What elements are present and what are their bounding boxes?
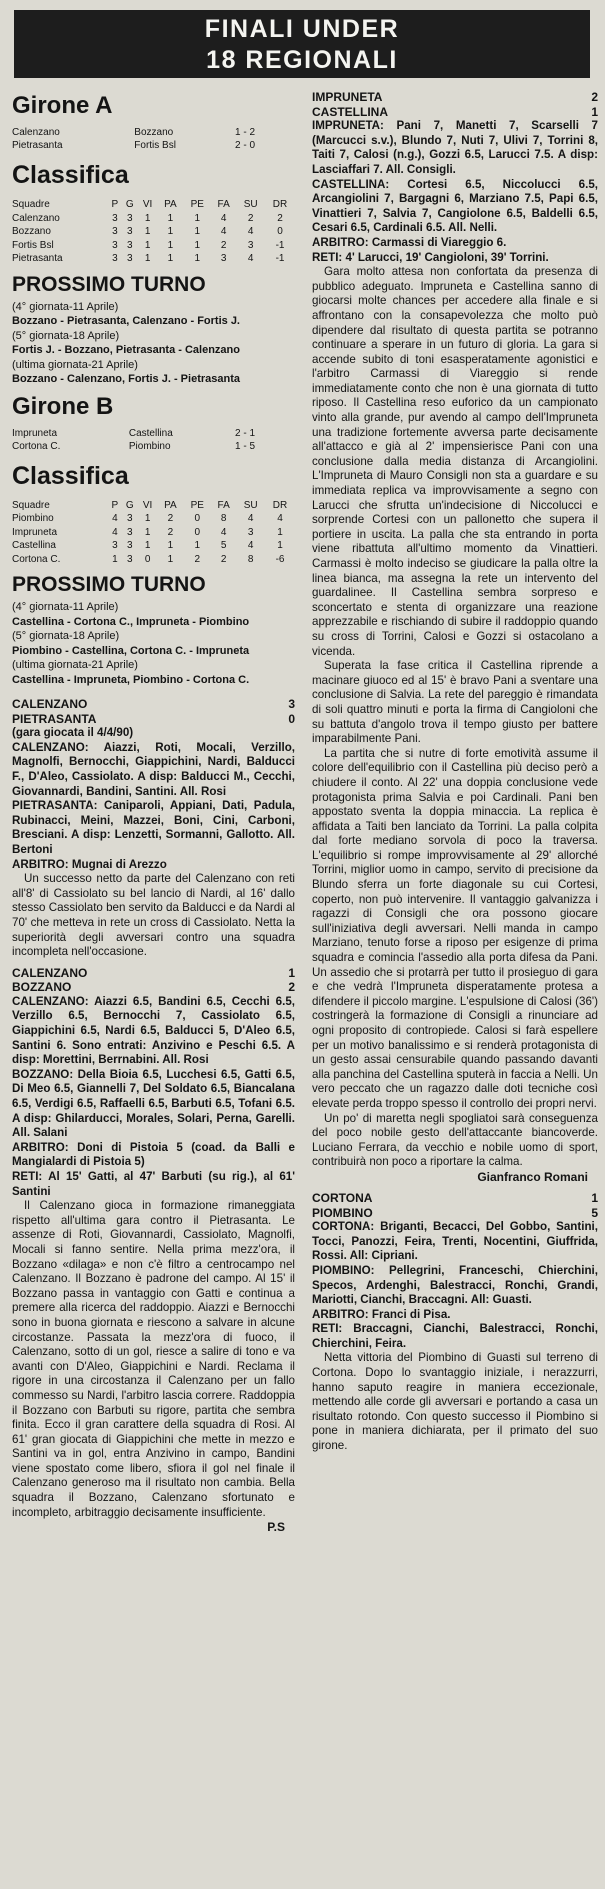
headline-line-2: 18 REGIONALI (206, 46, 398, 74)
cell: -1 (275, 239, 285, 251)
col-header: SU (243, 499, 258, 511)
cell: 1 (277, 526, 283, 538)
cell: 4 (112, 513, 118, 524)
lineup-away: PIOMBINO: Pellegrini, Franceschi, Chierchini, Specos, Ardenghi, Balestracci, Ronchi, Grandi, Mariotti, Cianchi, Braccagni. All: Guasti. (312, 1263, 598, 1307)
match-report-impruneta-castellina (312, 90, 598, 1185)
away-team: BOZZANO (12, 980, 72, 995)
cell: 1 (112, 553, 118, 565)
report-paragraph: Un po' di maretta negli spogliatoi sarà conseguenza del poco nobile gesto dell'attaccante biancoverde. Luciano Ferrara, da vecchio e nobile uomo di sport, contribuirà non poco a riportare la calma. (312, 1111, 598, 1169)
cell: 2 (220, 553, 227, 565)
cell: 2 (167, 526, 174, 538)
lineup-home: CALENZANO: Aiazzi, Roti, Mocali, Verzillo, Magnolfi, Bernocchi, Giappichini, Nardi, Balducci F., D'Aleo, Cassiolato. A disp: Balducci M., Cecchi, Giovannardi, Bandini, Santini. All. Rosi (12, 740, 295, 798)
home-team: CALENZANO (12, 965, 88, 980)
col-header: P (111, 499, 119, 511)
goals: RETI: 4' Larucci, 19' Cangioloni, 39' Torrini. (312, 250, 549, 264)
signature: P.S (267, 1520, 285, 1535)
result-row (12, 427, 295, 440)
report-text: Un successo netto da parte del Calenzano con reti all'8' di Cassiolato su bel lancio di Nardi, al 16' dallo stesso Cassiolato ben servito da Balducci e da Nardi al 70' che metteva in rete un cross di Cassiolato. Netta la superiorità degli avversari contro una squadra incompleta nell'occasione. (12, 872, 295, 959)
fixture-note: (ultima giornata-21 Aprile) (12, 358, 138, 371)
cell: 4 (220, 526, 227, 538)
headline-banner (14, 10, 590, 78)
cell: 4 (247, 226, 254, 237)
referee: ARBITRO: Mugnai di Arezzo (12, 857, 167, 871)
girone-b-standings-title: Classifica (12, 461, 129, 490)
cell: 4 (247, 253, 254, 264)
cell: 3 (127, 526, 133, 538)
cell: 3 (127, 212, 133, 224)
cell: 0 (144, 553, 151, 565)
cell: 1 (194, 540, 201, 551)
cell: 1 (194, 253, 201, 264)
col-header: DR (272, 199, 288, 210)
headline-line-1: FINALI UNDER (204, 15, 400, 43)
fixture-note: (4° giornata-11 Aprile) (12, 300, 119, 313)
fixture-note: (ultima giornata-21 Aprile) (12, 659, 138, 671)
cell: 3 (247, 239, 254, 251)
goals: RETI: Al 15' Gatti, al 47' Barbuti (su rig.), al 61' Santini (12, 1170, 295, 1198)
col-header: PA (164, 499, 177, 511)
cell: 3 (112, 540, 118, 551)
col-header: VI (142, 499, 153, 511)
cell: 1 (167, 212, 174, 224)
cell: 1 (194, 226, 201, 237)
cell: 3 (112, 212, 118, 224)
report-paragraph: La partita che si nutre di forte emotività assume il colore dell'equilibrio con il Castellina più deciso però a chiudere il conto. Al 22' una doppia conclusione vede protagonista prima Salvia e poi Cardinali. Pani ben appostato sventa la doppia minaccia. La replica è affidata a Taiti ben lanciato da Torrini. La palla colpita dal forte mediano sorvola di poco la traversa. L'equilibrio si rompe improvvisamente al 29' allorché Torrini, miglior uomo in campo, servito di precisione da Blundo sferra un forte diagonale su cui Cortesi, coperto, non può intervenire. Il vantaggio galvanizza i ragazzi di Consigli che ora possono giocare sull'iniziativa degli avversari. Nelli manda in campo Marziano, tenuto forse a riposo per esigenze di prima squadra e comincia l'assedio alla porta difesa da Pani. Un assedio che si protarrà per tutto il prosieguo di gara e che vedrà l'Impruneta disperatamente protesa a difendere il piccolo margine. L'espulsione di Calosi (36') costringerà la formazione di Consigli a rinunciare ad ogni proposito di contropiede. Calosi si farà espellere per un motivo banalissimo e si renderà protagonista di un gesto assai censurabile quando passando davanti alla panchina del Castellina sputerà in faccia a Nelli. Un vero peccato che un ragazzo dalle doti tecniche così elevate perda troppo spesso il controllo dei propri nervi. (312, 746, 598, 1110)
col-header: Squadre (12, 199, 50, 210)
cell: 1 (167, 226, 174, 237)
cell: -1 (275, 253, 285, 264)
cell: 4 (220, 226, 227, 237)
cell: 3 (112, 253, 118, 264)
home-score: 1 (288, 965, 295, 980)
col-header: SU (243, 199, 258, 210)
cell: 3 (247, 526, 254, 538)
girone-a-results (12, 126, 295, 152)
match-note: (gara giocata il 4/4/90) (12, 726, 134, 740)
col-header: Squadre (12, 499, 50, 511)
match-home-line (312, 90, 598, 105)
cell: 2 (247, 212, 254, 224)
result-home: Impruneta (12, 427, 58, 439)
table-row (12, 225, 295, 239)
girone-b-fixtures (12, 600, 295, 687)
team-name: Bozzano (12, 226, 51, 237)
col-header: DR (272, 499, 288, 511)
result-score: 2 - 1 (235, 427, 256, 439)
cell: 3 (127, 253, 133, 264)
cell: 1 (167, 253, 174, 264)
girone-b-standings (12, 499, 295, 567)
match-away-line (12, 980, 295, 995)
col-header: VI (142, 199, 153, 210)
cell: 4 (112, 526, 118, 538)
report-paragraph: Superata la fase critica il Castellina riprende a macinare giuoco ed al 15' è bravo Pani a sventare una conclusione di Salvia. La rete del pareggio è rimandata di soli quattro minuti e porta la firma di Cangioloni che su battuta d'angolo trova il tempo giusto per battere imparabilmente Pani. (312, 659, 598, 746)
result-home: Pietrasanta (12, 140, 63, 151)
home-team: CORTONA (312, 1190, 373, 1205)
lineup-away: PIETRASANTA: Caniparoli, Appiani, Dati, Padula, Rubinacci, Meini, Mazzei, Boni, Cini, Carboni, Bresciani. A disp: Lenzetti, Sormanni, Gallotto. All. Bertoni (12, 799, 295, 856)
girone-b-results (12, 427, 295, 453)
cell: 1 (144, 526, 151, 538)
col-header: FA (217, 199, 230, 210)
right-column (312, 90, 598, 1885)
cell: 8 (220, 513, 227, 524)
cell: 3 (127, 553, 133, 565)
girone-a-next-title: PROSSIMO TURNO (12, 272, 206, 296)
result-away: Fortis Bsl (134, 140, 176, 151)
cell: 4 (220, 212, 227, 224)
fixture-note: (5° giornata-18 Aprile) (12, 329, 120, 342)
match-home-line (312, 1191, 598, 1206)
cell: 4 (247, 513, 254, 524)
fixture-line: Bozzano - Calenzano, Fortis J. - Pietrasanta (12, 373, 240, 385)
left-column (12, 90, 295, 1885)
goals: RETI: Braccagni, Cianchi, Balestracci, Ronchi, Chierchini, Feira. (312, 1322, 598, 1350)
lineup-home: CORTONA: Briganti, Becacci, Del Gobbo, Santini, Tocci, Panozzi, Feira, Trenti, Nocentini, Giuffrida, Rossi. All: Cipriani. (312, 1220, 598, 1263)
cell: 1 (144, 212, 151, 224)
standings-header (12, 198, 295, 212)
cell: 2 (194, 553, 201, 565)
col-header: PE (190, 499, 204, 511)
cell: 1 (167, 239, 174, 251)
author-signature: Gianfranco Romani (477, 1169, 588, 1184)
team-name: Pietrasanta (12, 253, 63, 264)
result-score: 1 - 2 (235, 127, 256, 138)
girone-a-fixtures (12, 300, 295, 387)
col-header: PA (164, 199, 177, 210)
cell: 2 (167, 513, 174, 524)
fixture-line: Castellina - Cortona C., Impruneta - Piombino (12, 615, 250, 628)
cell: 1 (144, 253, 151, 264)
lineup-away: BOZZANO: Della Bioia 6.5, Lucchesi 6.5, Gatti 6.5, Di Meo 6.5, Giannelli 7, Del Soldato 6.5, Biancalana 6.5, Verdigi 6.5, Raffaelli 6.5, Barbuti 6.5, Tofani 6.5. A disp: Ghilarducci, Morales, Solari, Perna, Garelli. All. Salani (12, 1067, 295, 1140)
referee: ARBITRO: Carmassi di Viareggio 6. (312, 235, 507, 249)
result-row (12, 440, 295, 453)
referee: ARBITRO: Franci di Pisa. (312, 1307, 451, 1321)
match-away-line (312, 1206, 598, 1221)
result-score: 1 - 5 (235, 440, 256, 452)
cell: 5 (220, 540, 227, 551)
fixture-note: (5° giornata-18 Aprile) (12, 630, 120, 642)
girone-b-next-title: PROSSIMO TURNO (12, 573, 206, 596)
result-away: Castellina (128, 427, 173, 439)
team-name: Fortis Bsl (12, 239, 54, 251)
home-score: 3 (288, 697, 295, 711)
cell: 3 (112, 239, 118, 251)
girone-b-title: Girone B (12, 392, 114, 420)
away-team: PIETRASANTA (12, 711, 97, 726)
cell: 3 (127, 226, 133, 237)
report-text: Netta vittoria del Piombino di Guasti sul terreno di Cortona. Dopo lo svantaggio iniziale, i nerazzurri, hanno saputo reagire in maniera eccezionale, mettendo alle corde gli avversari e portando a casa un risultato rotondo. Con questo successo il Piombino si pone in maniera dichiarata, per il primato del suo girone. (312, 1351, 598, 1453)
col-header: FA (217, 499, 230, 511)
table-row (12, 239, 295, 253)
cell: 8 (247, 553, 254, 565)
table-row (12, 539, 295, 553)
fixture-note: (4° giornata-11 Aprile) (12, 601, 119, 613)
home-team: CALENZANO (12, 697, 88, 711)
cell: -6 (275, 553, 285, 565)
cell: 1 (144, 239, 151, 251)
cell: 3 (127, 513, 133, 524)
cell: 3 (112, 226, 118, 237)
lineup-home: CALENZANO: Aiazzi 6.5, Bandini 6.5, Cecchi 6.5, Verzillo 6.5, Bernocchi 7, Cassiolato 6.5, Giappichini 6.5, Nardi 6.5, Balducci 5, D'Aleo 6.5, Santini 6. Sono entrati: Anzivino e Peschi 6.5. A disp: Morettini, Berrnabini. All. Rosi (12, 994, 295, 1067)
result-row (12, 126, 295, 139)
match-report-calenzano-pietrasanta (12, 697, 295, 960)
result-home: Calenzano (12, 127, 60, 138)
cell: 3 (220, 253, 227, 264)
team-name: Cortona C. (12, 553, 61, 565)
team-name: Calenzano (12, 212, 60, 224)
away-team: CASTELLINA (312, 104, 388, 119)
cell: 1 (167, 553, 174, 565)
fixture-line: Piombino - Castellina, Cortona C. - Impruneta (12, 644, 250, 657)
result-row (12, 139, 295, 152)
home-team: IMPRUNETA (312, 90, 383, 104)
girone-a-standings (12, 198, 295, 266)
team-name: Impruneta (12, 526, 58, 538)
cell: 1 (194, 239, 201, 251)
cell: 1 (277, 540, 283, 551)
cell: 1 (167, 540, 174, 551)
table-row (12, 553, 295, 567)
referee: ARBITRO: Doni di Pistoia 5 (coad. da Balli e Mangialardi di Pistoia 5) (12, 1140, 295, 1169)
away-score: 0 (288, 711, 295, 726)
standings-header (12, 499, 295, 513)
lineup-home: IMPRUNETA: Pani 7, Manetti 7, Scarselli 7 (Marcucci s.v.), Blundo 7, Nuti 7, Ulivi 7, Torrini 8, Taiti 7, Calosi (n.g.), Gozzi 6.5, Larucci 7.5. A disp: Lasciaffari 7. All. Consigli. (312, 119, 598, 176)
cell: 1 (144, 540, 151, 551)
home-score: 2 (591, 90, 598, 104)
cell: 4 (277, 513, 283, 524)
report-text: Il Calenzano gioca in formazione rimaneggiata rispetto all'ultima gara contro il Pietrasanta. Le assenze di Roti, Giovannardi, Cassiolato, Magnolfi, Mocali si fanno sentire. Nella prima mezz'ora, il Bozzano «dilaga» e non c'è filtro a centrocampo nel Calenzano. Il Bozzano è padrone del campo. Al 15' il Bozzano passa in vantaggio con Gatti e continua a premere alla ricerca del raddoppio. Aiazzi e Bernocchi sono in buona giornata e riescono a salvare in alcune circostanze. Passata la mezz'ora di fuoco, il Calenzano, sotto di un gol, riesce a salire di tono e va avanti con D'Aleo, Giappichini e Nardi. Reclama il rigore in una circostanza il Calenzano per un fallo commesso su Nardi, l'arbitro lascia correre. Raddoppia il Bozzano con Barbuti su rigore, partita che sembra finita. Ecco il gran carattere della squadra di Rosi. Al 61' gran giocata di Giappichini che mette in mezzo e Santini va in gol, entra Anzivino in campo, Bandini viene spostato come libero, sfiora il gol nel finale il Calenzano generoso ma il risultato non cambia. Bella squadra il Bozzano, Calenzano sfortunato e incompleto, arbitraggio decisamente insufficiente. (12, 1199, 295, 1519)
home-score: 1 (591, 1190, 598, 1205)
girone-a-standings-title: Classifica (12, 161, 129, 189)
table-row (12, 526, 295, 540)
table-row (12, 512, 295, 526)
col-header: P (111, 199, 119, 210)
match-away-line (312, 105, 598, 120)
report-paragraph: Gara molto attesa non confortata da presenza di pubblico adeguato. Impruneta e Castellina sanno di giocarsi molte chances per accedere alla finale e si affrontano con la consapevolezza che molto può dipendere dal risultato di questa partita se potranno continuare a sperare in un futuro di gloria. La gara si accende subito di toni esasperatamente agonistici e l'arbitro Carmassi di Viareggio si rende immediatamente conto che non è una giornata di tutto riposo. Il Castellina reso euforico da un campionato vinto alla grande, pur avendo al campo dell'Impruneta una tradizione fortemente avversa parte decisamente all'attacco e già al 2' impensierisce Pani con una conclusione dalla media distanza di Arcangiolini. L'Impruneta di Mauro Consigli non sta a guardare e su immediata replica va improvvisamente a segno con Larucci che sfrutta un'indecisione di Niccolucci e sorprende Cortesi con un pallonetto che supera il portiere in uscita. La palla che sta entrando in porta viene ribattuta all'ultimo momento da Vinattieri. Carmassi è molto indeciso se giudicare la palla oltre la linea bianca, ma assegna la rete un intervento del guardalinee. Il Castellina sembra sorpreso e sconcertato e stenta di organizzare una reazione apprezzabile e rischiando di subire il raddoppio quando su cross di Torrini, Calosi e Gozzi si ostacolano a vicenda. (312, 265, 598, 658)
table-row (12, 252, 295, 266)
fixture-line: Castellina - Impruneta, Piombino - Cortona C. (12, 673, 250, 686)
table-row (12, 212, 295, 226)
cell: 1 (144, 226, 151, 237)
cell: 0 (194, 513, 201, 524)
cell: 3 (127, 540, 133, 551)
cell: 0 (194, 526, 201, 538)
match-home-line (12, 966, 295, 981)
col-header: G (125, 499, 134, 511)
match-home-line (12, 697, 295, 712)
away-score: 1 (591, 104, 598, 119)
cell: 1 (194, 212, 201, 224)
result-away: Bozzano (134, 127, 174, 138)
match-away-line (12, 712, 295, 727)
cell: 4 (247, 540, 254, 551)
fixture-line: Fortis J. - Bozzano, Pietrasanta - Calenzano (12, 344, 240, 356)
cell: 3 (127, 239, 133, 251)
result-home: Cortona C. (12, 440, 61, 452)
team-name: Piombino (12, 513, 54, 524)
cell: 0 (277, 226, 283, 237)
away-score: 2 (288, 980, 295, 995)
cell: 1 (144, 513, 151, 524)
lineup-away: CASTELLINA: Cortesi 6.5, Niccolucci 6.5, Arcangiolini 7, Bargagni 6, Marziano 7.5, Papi 6.5, Vinattieri 7, Salvia 7, Cangiolone 6.5, Baldelli 6.5, Cesari 6.5, Cardinali 6.5. All. Nelli. (312, 177, 598, 235)
result-away: Piombino (128, 440, 171, 452)
team-name: Castellina (12, 540, 56, 551)
fixture-line: Bozzano - Pietrasanta, Calenzano - Fortis J. (12, 315, 240, 327)
col-header: G (125, 199, 134, 210)
away-team: PIOMBINO (312, 1205, 373, 1220)
result-score: 2 - 0 (235, 140, 256, 151)
away-score: 5 (591, 1205, 598, 1220)
cell: 2 (277, 212, 283, 224)
col-header: PE (190, 199, 204, 210)
girone-a-title: Girone A (12, 92, 113, 119)
match-report-calenzano-bozzano (12, 966, 295, 1536)
cell: 2 (220, 239, 227, 251)
match-report-cortona-piombino (312, 1191, 598, 1454)
